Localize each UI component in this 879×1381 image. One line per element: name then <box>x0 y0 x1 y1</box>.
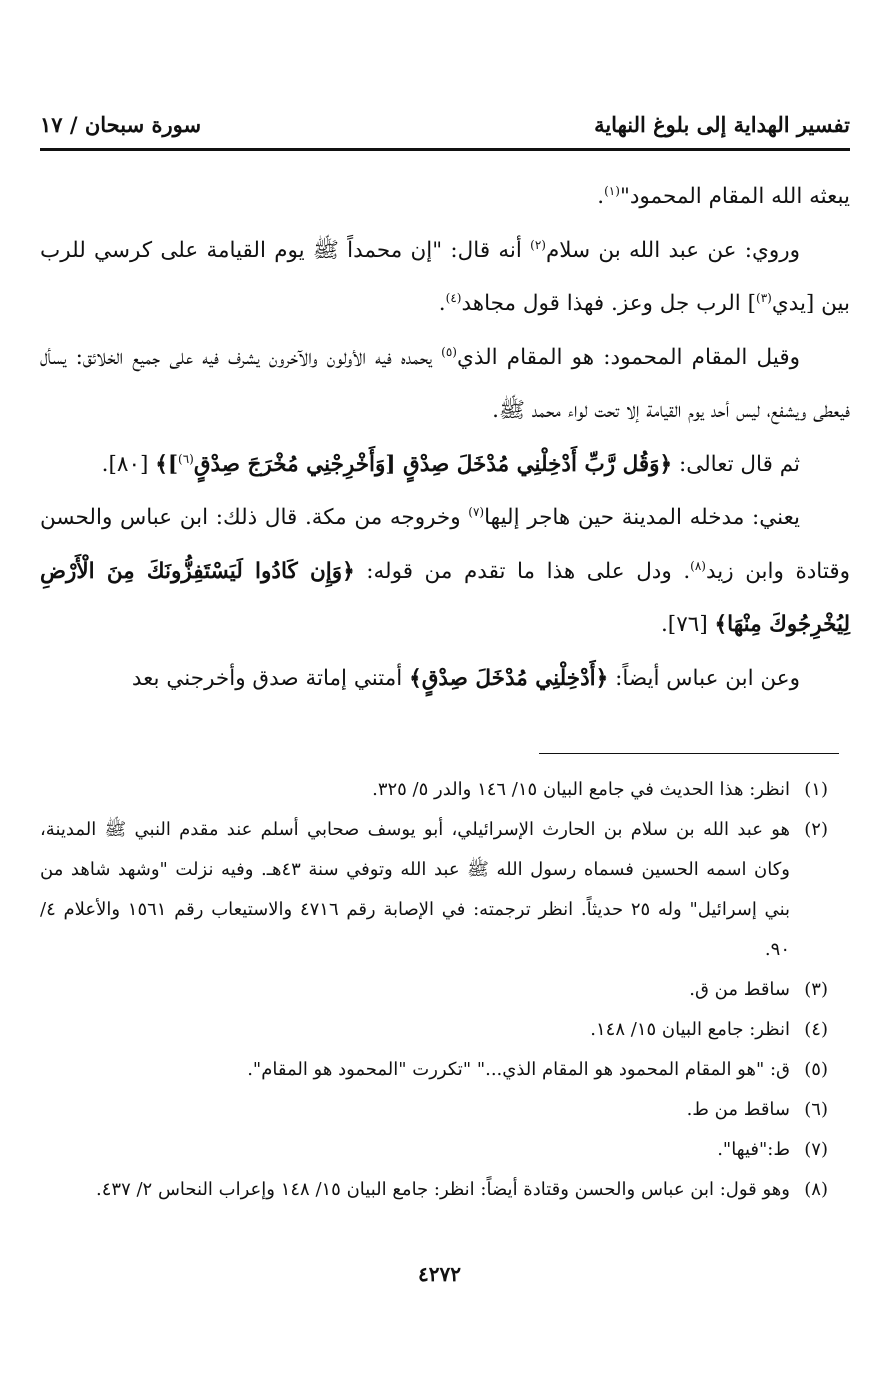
running-header <box>40 112 850 148</box>
footnote-6 <box>40 1090 850 1130</box>
footnote-number: (٢) <box>804 819 828 840</box>
footnote-number: (٦) <box>804 1099 828 1120</box>
footnote-text: ط:"فيها". <box>717 1139 790 1160</box>
paragraph-4: ثم قال تعالى: ﴿وَقُل رَّبِّ أَدْخِلْنِي مُدْخَلَ صِدْقٍ [وَأَخْرِجْنِي مُخْرَجَ صِدْقٍ$^{(٦)}$]﴾ [٨٠]. <box>101 451 800 477</box>
footnote-text: ق: "هو المقام المحمود هو المقام الذي..." "تكررت "المحمود هو المقام". <box>247 1059 790 1080</box>
footnote-ref-2: (٢) <box>530 237 546 252</box>
footnote-text: ساقط من ق. <box>689 979 790 1000</box>
footnote-2 <box>40 810 850 970</box>
footnote-number: (٨) <box>804 1179 828 1200</box>
footnote-text: ساقط من ط. <box>686 1099 790 1120</box>
footnote-number: (٤) <box>804 1019 828 1040</box>
book-title: تفسير الهداية إلى بلوغ النهاية <box>594 112 850 137</box>
paragraph-5: يعني: مدخله المدينة حين هاجر إليها$^{(٧)}$ وخروجه من مكة. قال ذلك: ابن عباس والحسن وقتادة وابن زيد$^{(٨)}$. ودل على هذا ما تقدم من قوله: ﴿وَإِن كَادُوا لَيَسْتَفِزُّونَكَ مِنَ الْأَرْضِ لِيُخْرِجُوكَ مِنْهَا﴾ [٧٦]. <box>40 504 850 637</box>
footnote-ref-6: (٦) <box>178 451 194 466</box>
footnote-4 <box>40 1010 850 1050</box>
footnote-3 <box>40 970 850 1010</box>
footnote-number: (٥) <box>804 1059 828 1080</box>
footnote-ref-7: (٧) <box>468 504 485 519</box>
paragraph-3: وقيل المقام المحمود: هو المقام الذي$^{(٥)}$ يحمده فيه الأولون والآخرون يشرف فيه على جميع الخلائق: يسأل فيعطى ويشفع، ليس أحد يوم القيامة إلا تحت لواء محمد ﷺ. <box>40 344 850 423</box>
footnote-8 <box>40 1170 850 1210</box>
footnote-ref-3: (٣) <box>756 290 772 305</box>
footnote-ref-1: (١) <box>604 183 620 198</box>
footnote-number: (٧) <box>804 1139 828 1160</box>
footnote-ref-5: (٥) <box>441 344 457 359</box>
main-text <box>40 170 850 705</box>
footnote-separator <box>539 753 839 754</box>
header-rule <box>40 148 850 151</box>
footnote-1 <box>40 770 850 810</box>
surah-page-label: سورة سبحان / ١٧ <box>40 112 202 137</box>
footnote-text: وهو قول: ابن عباس والحسن وقتادة أيضاً: انظر: جامع البيان ١٥/ ١٤٨ وإعراب النحاس ٢/ ٤٣٧. <box>96 1179 790 1200</box>
footnote-number: (١) <box>804 779 828 800</box>
quran-verse-80: ﴿وَقُل رَّبِّ أَدْخِلْنِي مُدْخَلَ صِدْقٍ [وَأَخْرِجْنِي مُخْرَجَ صِدْقٍ <box>193 451 673 477</box>
paragraph-1: يبعثه الله المقام المحمود"$^{(١)}$. <box>597 183 850 209</box>
footnote-number: (٣) <box>804 979 828 1000</box>
footnote-text: هو عبد الله بن سلام بن الحارث الإسرائيلي، أبو يوسف صحابي أسلم عند مقدم النبي ﷺ المدينة، وكان اسمه الحسين فسماه رسول الله ﷺ عبد الله وتوفي سنة ٤٣هـ. وفيه نزلت "وشهد شاهد من بني إسرائيل" وله ٢٥ حديثاً. انظر ترجمته: في الإصابة رقم ٤٧١٦ والاستيعاب رقم ١٥٦١ والأعلام ٤/ ٩٠. <box>40 819 791 960</box>
footnote-ref-8: (٨) <box>690 558 706 573</box>
paragraph-2: وروي: عن عبد الله بن سلام$^{(٢)}$ أنه قال: "إن محمداً ﷺ يوم القيامة على كرسي للرب بين [يدي$^{(٣)}$] الرب جل وعز. فهذا قول مجاهد$^{(٤)}$. <box>40 237 850 316</box>
footnote-7 <box>40 1130 850 1170</box>
paragraph-6: وعن ابن عباس أيضاً: ﴿أَدْخِلْنِي مُدْخَلَ صِدْقٍ﴾ أمتني إماتة صدق وأخرجني بعد <box>131 665 800 691</box>
footnote-text: انظر: هذا الحديث في جامع البيان ١٥/ ١٤٦ والدر ٥/ ٣٢٥. <box>372 779 790 800</box>
footnote-5 <box>40 1050 850 1090</box>
quran-verse-76: ﴿وَإِن كَادُوا لَيَسْتَفِزُّونَكَ مِنَ الْأَرْضِ لِيُخْرِجُوكَ مِنْهَا﴾ <box>40 558 850 637</box>
footnote-text: انظر: جامع البيان ١٥/ ١٤٨. <box>590 1019 790 1040</box>
footnotes <box>40 770 850 1210</box>
footnote-ref-4: (٤) <box>445 290 462 305</box>
page-number: ٤٢٧٢ <box>418 1262 461 1286</box>
quran-verse-quote: ﴿أَدْخِلْنِي مُدْخَلَ صِدْقٍ﴾ <box>409 665 609 691</box>
